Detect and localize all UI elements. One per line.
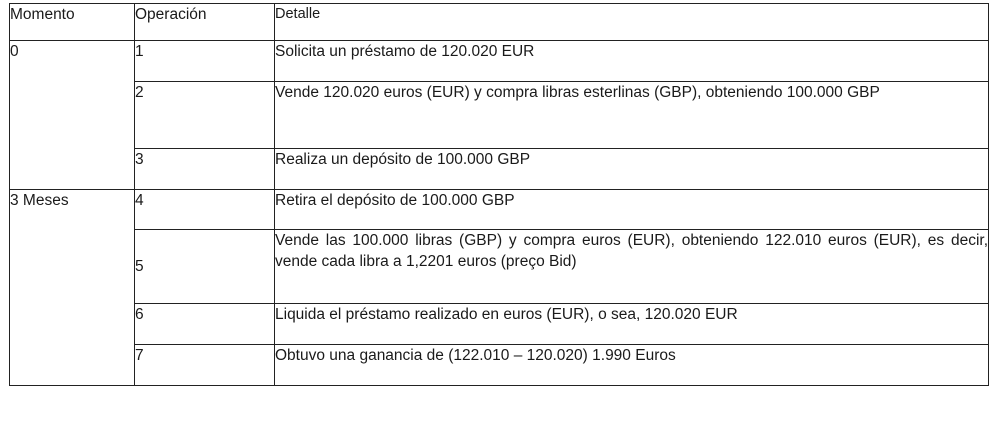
- table-row: [10, 190, 989, 230]
- table-row: [10, 230, 989, 304]
- header-momento: Momento: [10, 4, 135, 41]
- operation-detail: Retira el depósito de 100.000 GBP: [275, 190, 989, 230]
- table-row: [10, 304, 989, 345]
- operation-detail: Vende las 100.000 libras (GBP) y compra euros (EUR), obteniendo 122.010 euros (EUR), es decir, vende cada libra a 1,2201 euros (preço Bid): [275, 230, 989, 304]
- operation-number: 6: [135, 304, 275, 345]
- operation-detail: Obtuvo una ganancia de (122.010 – 120.020) 1.990 Euros: [275, 345, 989, 386]
- moment-cell-0: 0: [10, 41, 135, 190]
- header-operacion: Operación: [135, 4, 275, 41]
- header-detalle: Detalle: [275, 4, 989, 41]
- table-row: [10, 41, 989, 82]
- table-row: [10, 345, 989, 386]
- operation-detail: Vende 120.020 euros (EUR) y compra libras esterlinas (GBP), obteniendo 100.000 GBP: [275, 82, 989, 149]
- operation-number: 3: [135, 149, 275, 190]
- operation-number: 2: [135, 82, 275, 149]
- table-row: [10, 149, 989, 190]
- moment-cell-3-meses: 3 Meses: [10, 190, 135, 386]
- table-row: [10, 82, 989, 149]
- operations-table: [9, 3, 989, 386]
- operation-number: 5: [135, 230, 275, 304]
- operation-number: 4: [135, 190, 275, 230]
- operation-number: 1: [135, 41, 275, 82]
- operation-detail: Solicita un préstamo de 120.020 EUR: [275, 41, 989, 82]
- operation-number: 7: [135, 345, 275, 386]
- operation-detail: Liquida el préstamo realizado en euros (EUR), o sea, 120.020 EUR: [275, 304, 989, 345]
- table-header-row: [10, 4, 989, 41]
- operation-detail: Realiza un depósito de 100.000 GBP: [275, 149, 989, 190]
